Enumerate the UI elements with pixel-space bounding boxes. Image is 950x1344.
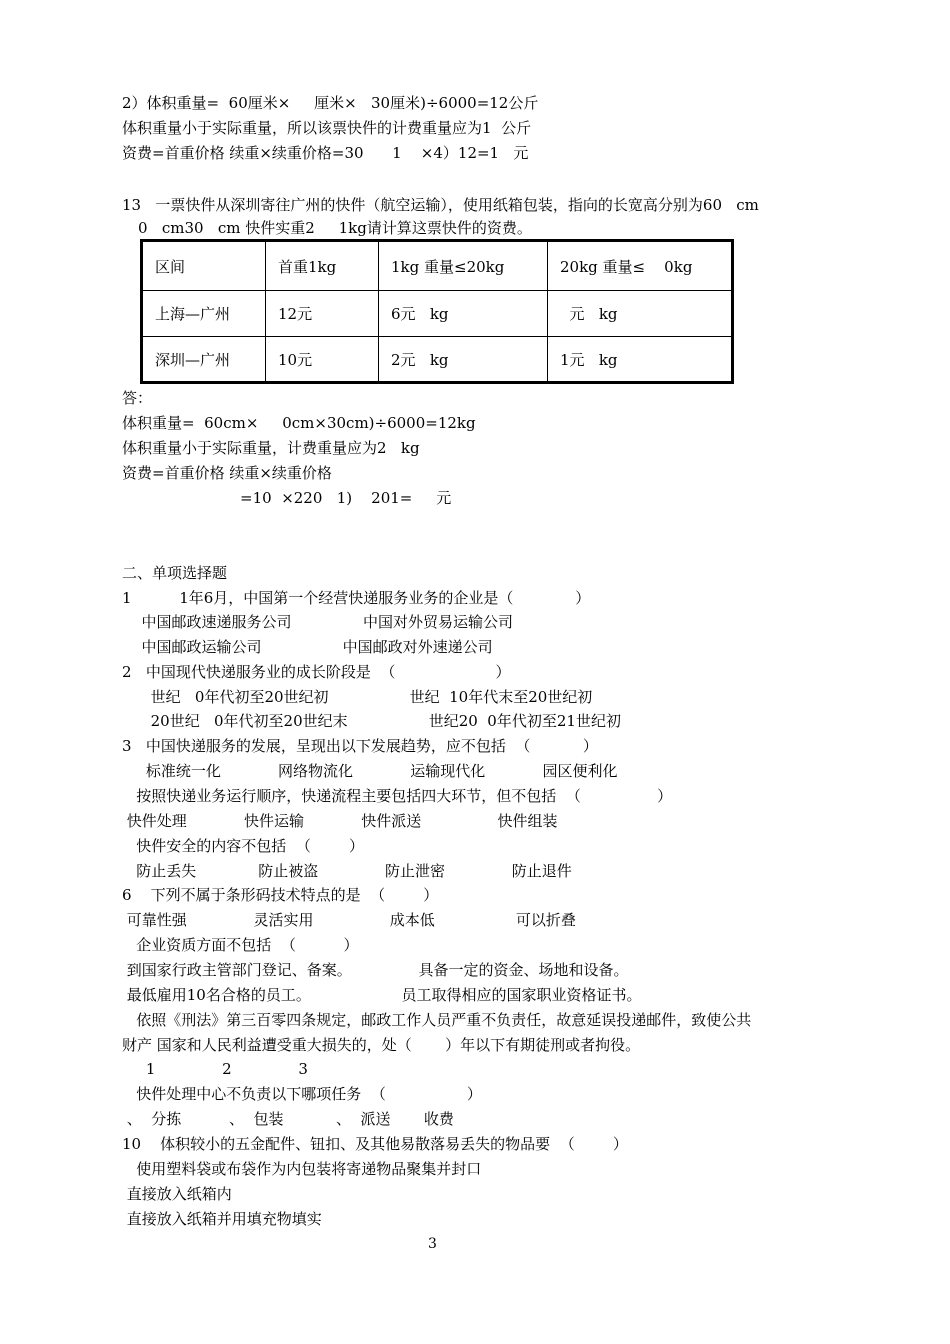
table-cell: 上海—广州 bbox=[142, 291, 266, 337]
list-item: 6 下列不属于条形码技术特点的是 （ ） bbox=[122, 886, 439, 904]
list-item: 可靠性强 灵活实用 成本低 可以折叠 bbox=[122, 911, 576, 929]
page-number: 3 bbox=[428, 1236, 437, 1252]
list-item: 到国家行政主管部门登记、备案。 具备一定的资金、场地和设备。 bbox=[122, 961, 629, 979]
table-cell: 首重1kg bbox=[266, 241, 379, 291]
list-item: 2 中国现代快递服务业的成长阶段是 （ ） bbox=[122, 663, 511, 681]
calc-line-1: 2）体积重量= 60厘米× 厘米× 30厘米)÷6000=12公斤 bbox=[122, 94, 539, 112]
list-item: 中国邮政速递服务公司 中国对外贸易运输公司 bbox=[132, 613, 514, 631]
list-item: 世纪 0年代初至20世纪初 世纪 10年代末至20世纪初 bbox=[122, 688, 593, 706]
list-item: 1 1年6月，中国第一个经营快递服务业务的企业是（ ） bbox=[122, 589, 591, 607]
fee-table bbox=[140, 239, 734, 384]
answer-line-3: 资费=首重价格 续重×续重价格 bbox=[122, 464, 332, 482]
list-item: 使用塑料袋或布袋作为内包装将寄递物品聚集并封口 bbox=[122, 1160, 482, 1178]
table-cell: 10元 bbox=[266, 337, 379, 383]
answer-line-4: =10 ×220 1) 201= 元 bbox=[240, 489, 452, 507]
table-cell: 12元 bbox=[266, 291, 379, 337]
table-cell: 1元 kg bbox=[548, 337, 733, 383]
list-item: 财产 国家和人民利益遭受重大损失的，处（ ）年以下有期徒刑或者拘役。 bbox=[122, 1036, 641, 1054]
table-cell: 深圳—广州 bbox=[142, 337, 266, 383]
list-item: 、 分拣 、 包装 、 派送 收费 bbox=[122, 1110, 454, 1128]
calc-line-3: 资费=首重价格 续重×续重价格=30 1 ×4）12=1 元 bbox=[122, 144, 529, 162]
list-item: 直接放入纸箱并用填充物填实 bbox=[122, 1210, 322, 1228]
table-row bbox=[142, 241, 733, 291]
answer-line-1: 体积重量= 60cm× 0cm×30cm)÷6000=12kg bbox=[122, 414, 476, 432]
list-item: 3 中国快递服务的发展，呈现出以下发展趋势，应不包括 （ ） bbox=[122, 737, 598, 755]
list-item: 按照快递业务运行顺序，快递流程主要包括四大环节，但不包括 （ ） bbox=[122, 787, 673, 805]
list-item: 防止丢失 防止被盗 防止泄密 防止退件 bbox=[122, 862, 572, 880]
list-item: 依照《刑法》第三百零四条规定，邮政工作人员严重不负责任，故意延误投递邮件，致使公共 bbox=[122, 1011, 752, 1029]
list-item: 快件安全的内容不包括 （ ） bbox=[122, 837, 364, 855]
table-row bbox=[142, 337, 733, 383]
list-item: 中国邮政运输公司 中国邮政对外速递公司 bbox=[132, 638, 493, 656]
answer-label: 答： bbox=[122, 389, 153, 407]
list-item: 直接放入纸箱内 bbox=[122, 1185, 232, 1203]
table-cell: 2元 kg bbox=[379, 337, 548, 383]
list-item: 20世纪 0年代初至20世纪末 世纪20 0年代初至21世纪初 bbox=[122, 712, 621, 730]
table-cell: 1kg 重量≤20kg bbox=[379, 241, 548, 291]
list-item: 10 体积较小的五金配件、钮扣、及其他易散落易丢失的物品要 （ ） bbox=[122, 1135, 628, 1153]
table-cell: 元 kg bbox=[548, 291, 733, 337]
answer-line-2: 体积重量小于实际重量，计费重量应为2 kg bbox=[122, 439, 420, 457]
list-item: 快件处理中心不负责以下哪项任务 （ ） bbox=[122, 1085, 482, 1103]
table-row bbox=[142, 291, 733, 337]
list-item: 企业资质方面不包括 （ ） bbox=[122, 936, 359, 954]
table-cell: 6元 kg bbox=[379, 291, 548, 337]
table-cell: 区间 bbox=[142, 241, 266, 291]
list-item: 1 2 3 bbox=[122, 1060, 308, 1078]
table-cell: 20kg 重量≤ 0kg bbox=[548, 241, 733, 291]
calc-line-2: 体积重量小于实际重量，所以该票快件的计费重量应为1 公斤 bbox=[122, 119, 532, 137]
q13-text-line-1: 13 一票快件从深圳寄往广州的快件（航空运输），使用纸箱包装，指向的长宽高分别为60 cm bbox=[122, 196, 759, 214]
list-item: 标准统一化 网络物流化 运输现代化 园区便利化 bbox=[122, 762, 618, 780]
q13-text-line-2: 0 cm30 cm 快件实重2 1kg请计算这票快件的资费。 bbox=[138, 219, 532, 237]
list-item: 快件处理 快件运输 快件派送 快件组装 bbox=[122, 812, 558, 830]
list-item: 最低雇用10名合格的员工。 员工取得相应的国家职业资格证书。 bbox=[122, 986, 642, 1004]
section-title: 二、单项选择题 bbox=[122, 564, 228, 582]
